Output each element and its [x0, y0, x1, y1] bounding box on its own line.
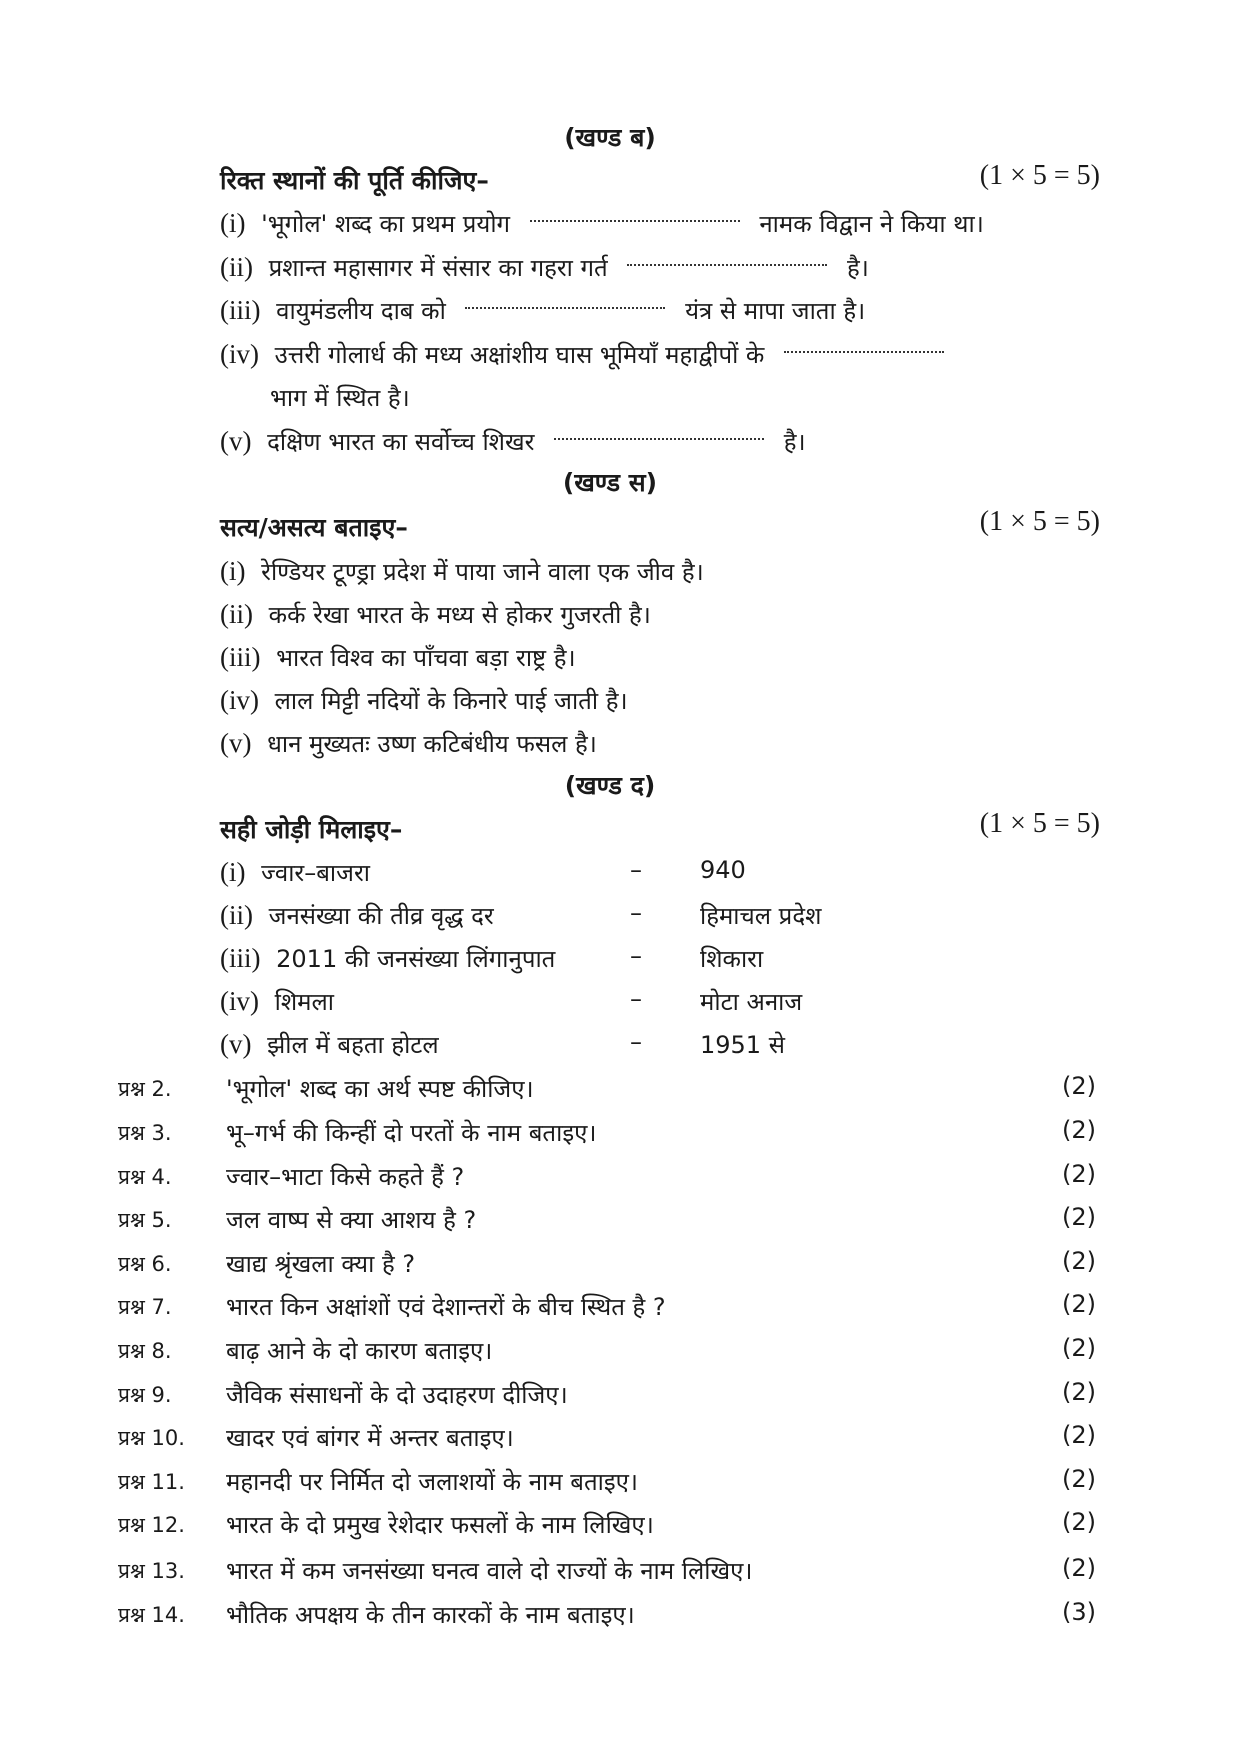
section-d-title: (खण्ड द): [564, 771, 656, 800]
item-number: (iii): [220, 295, 261, 325]
item-number: (i): [220, 556, 246, 586]
fill-blank-item: [220, 338, 956, 371]
true-false-item: [220, 555, 704, 588]
item-text-before: प्रशान्त महासागर में संसार का गहरा गर्त: [268, 254, 608, 282]
blank-dotted-line: [784, 349, 944, 353]
question-marks: (2): [1062, 1203, 1096, 1231]
item-text-before: 'भूगोल' शब्द का प्रथम प्रयोग: [261, 210, 511, 238]
item-number: (iii): [220, 943, 261, 973]
item-number: (v): [220, 728, 252, 758]
question-label: प्रश्न 9.: [118, 1383, 172, 1407]
item-text-after: यंत्र से मापा जाता है।: [685, 297, 866, 325]
match-left-item: [220, 985, 334, 1018]
match-right-item: 1951 से: [700, 1031, 785, 1059]
item-number: (iv): [220, 685, 259, 715]
match-right-item: हिमाचल प्रदेश: [700, 902, 822, 930]
item-text-before: उत्तरी गोलार्ध की मध्य अक्षांशीय घास भूमियाँ महाद्वीपों के: [274, 341, 765, 369]
true-false-item: [220, 684, 628, 717]
question-marks: (2): [1062, 1334, 1096, 1362]
question-label: प्रश्न 14.: [118, 1603, 185, 1627]
match-left-item: [220, 942, 555, 975]
question-text: महानदी पर निर्मित दो जलाशयों के नाम बताइए।: [226, 1468, 639, 1496]
match-right-item: शिकारा: [700, 945, 764, 973]
item-number: (iii): [220, 642, 261, 672]
item-number: (v): [220, 1029, 252, 1059]
question-text: खाद्य श्रृंखला क्या है ?: [226, 1250, 416, 1278]
match-left-text: 2011 की जनसंख्या लिंगानुपात: [276, 945, 556, 973]
fill-blank-item: [220, 294, 865, 327]
blank-dotted-line: [530, 218, 740, 222]
item-text-after: नामक विद्वान ने किया था।: [759, 210, 984, 238]
section-d-marks: (1 × 5 = 5): [979, 808, 1100, 839]
question-label: प्रश्न 5.: [118, 1208, 172, 1232]
item-text-after: है।: [783, 428, 806, 456]
item-text-before: दक्षिण भारत का सर्वोच्च शिखर: [267, 428, 535, 456]
item-number: (i): [220, 208, 246, 238]
question-marks: (2): [1062, 1290, 1096, 1318]
item-text-before: वायुमंडलीय दाब को: [276, 297, 446, 325]
match-left-text: झील में बहता होटल: [267, 1031, 439, 1059]
match-left-item: [220, 856, 370, 889]
true-false-item: [220, 641, 576, 674]
item-text: धान मुख्यतः उष्ण कटिबंधीय फसल है।: [267, 730, 597, 758]
question-marks: (2): [1062, 1554, 1096, 1582]
question-text: भारत किन अक्षांशों एवं देशान्तरों के बीच स्थित है ?: [226, 1293, 666, 1321]
question-text: भारत में कम जनसंख्या घनत्व वाले दो राज्यों के नाम लिखिए।: [226, 1557, 753, 1585]
question-marks: (2): [1062, 1465, 1096, 1493]
question-marks: (2): [1062, 1116, 1096, 1144]
question-text: ज्वार–भाटा किसे कहते हैं ?: [226, 1163, 465, 1191]
question-label: प्रश्न 12.: [118, 1513, 185, 1537]
section-b-heading: रिक्त स्थानों की पूर्ति कीजिए–: [220, 166, 489, 195]
match-left-item: [220, 899, 494, 932]
item-number: (iv): [220, 339, 259, 369]
question-text: बाढ़ आने के दो कारण बताइए।: [226, 1337, 493, 1365]
question-text: भू–गर्भ की किन्हीं दो परतों के नाम बताइए।: [226, 1119, 597, 1147]
match-dash: –: [630, 899, 642, 927]
match-left-item: [220, 1028, 439, 1061]
match-left-text: शिमला: [274, 988, 335, 1016]
fill-blank-item: [220, 425, 806, 458]
true-false-item: [220, 598, 651, 631]
blank-dotted-line: [554, 436, 764, 440]
question-marks: (3): [1062, 1598, 1096, 1626]
item-text-after: है।: [847, 254, 869, 282]
item-number: (v): [220, 426, 252, 456]
item-text: लाल मिट्टी नदियों के किनारे पाई जाती है।: [274, 687, 628, 715]
question-marks: (2): [1062, 1421, 1096, 1449]
question-label: प्रश्न 2.: [118, 1077, 172, 1101]
question-label: प्रश्न 13.: [118, 1559, 185, 1583]
item-text: भारत विश्व का पाँचवा बड़ा राष्ट्र है।: [276, 644, 576, 672]
match-right-item: 940: [700, 856, 746, 884]
question-label: प्रश्न 3.: [118, 1121, 172, 1145]
question-text: जैविक संसाधनों के दो उदाहरण दीजिए।: [226, 1381, 568, 1409]
section-c-title: (खण्ड स): [562, 468, 658, 497]
item-number: (i): [220, 857, 246, 887]
true-false-item: [220, 727, 597, 760]
question-label: प्रश्न 11.: [118, 1470, 185, 1494]
item-number: (ii): [220, 900, 253, 930]
match-right-item: मोटा अनाज: [700, 988, 803, 1016]
section-c-marks: (1 × 5 = 5): [979, 506, 1100, 537]
question-label: प्रश्न 10.: [118, 1426, 185, 1450]
section-c-heading: सत्य/असत्य बताइए–: [220, 513, 408, 542]
question-marks: (2): [1062, 1247, 1096, 1275]
question-label: प्रश्न 8.: [118, 1339, 172, 1363]
question-text: भौतिक अपक्षय के तीन कारकों के नाम बताइए।: [226, 1601, 635, 1629]
question-text: भारत के दो प्रमुख रेशेदार फसलों के नाम लिखिए।: [226, 1511, 654, 1539]
section-b-title: (खण्ड ब): [564, 123, 656, 152]
question-label: प्रश्न 4.: [118, 1165, 172, 1189]
section-b-marks: (1 × 5 = 5): [979, 160, 1100, 191]
question-marks: (2): [1062, 1072, 1096, 1100]
match-dash: –: [630, 856, 642, 884]
question-text: खादर एवं बांगर में अन्तर बताइए।: [226, 1424, 514, 1452]
question-text: जल वाष्प से क्या आशय है ?: [226, 1206, 477, 1234]
item-text: कर्क रेखा भारत के मध्य से होकर गुजरती है।: [268, 601, 651, 629]
item-number: (ii): [220, 252, 253, 282]
match-left-text: जनसंख्या की तीव्र वृद्ध दर: [268, 902, 494, 930]
item-number: (ii): [220, 599, 253, 629]
question-label: प्रश्न 7.: [118, 1295, 172, 1319]
question-marks: (2): [1062, 1378, 1096, 1406]
match-dash: –: [630, 942, 642, 970]
match-left-text: ज्वार–बाजरा: [261, 859, 370, 887]
section-d-heading: सही जोड़ी मिलाइए–: [220, 815, 403, 844]
blank-dotted-line: [465, 305, 665, 309]
fill-blank-item-continuation: भाग में स्थित है।: [270, 384, 410, 412]
question-marks: (2): [1062, 1160, 1096, 1188]
question-text: 'भूगोल' शब्द का अर्थ स्पष्ट कीजिए।: [226, 1075, 534, 1103]
match-dash: –: [630, 1028, 642, 1056]
match-dash: –: [630, 985, 642, 1013]
item-text: रेण्डियर टूण्ड्रा प्रदेश में पाया जाने वाला एक जीव है।: [261, 558, 704, 586]
fill-blank-item: [220, 207, 984, 240]
question-marks: (2): [1062, 1508, 1096, 1536]
item-number: (iv): [220, 986, 259, 1016]
blank-dotted-line: [627, 262, 827, 266]
question-label: प्रश्न 6.: [118, 1252, 172, 1276]
fill-blank-item: [220, 251, 869, 284]
